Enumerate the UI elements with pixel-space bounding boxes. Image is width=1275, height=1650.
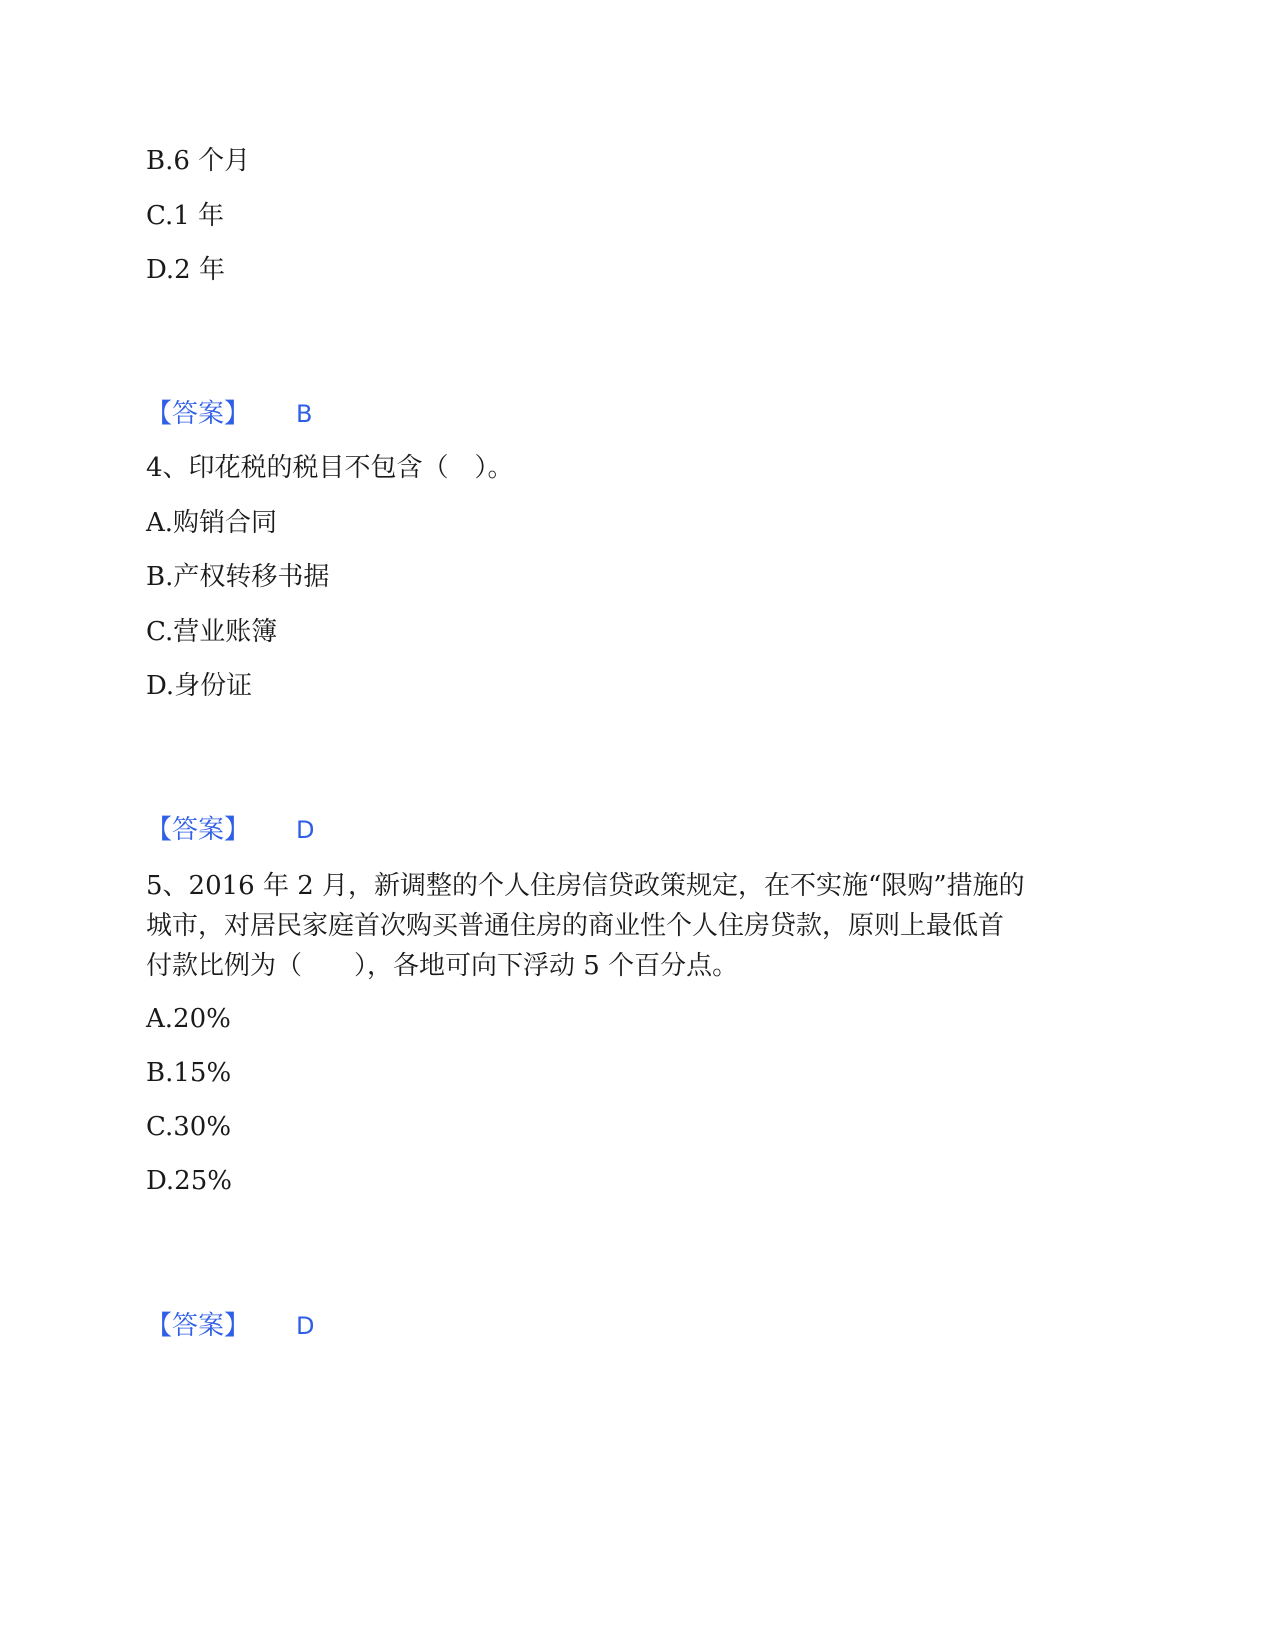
q5-question	[146, 866, 1106, 986]
q4-option-a: A.购销合同	[146, 508, 278, 538]
q4-option-c: C.营业账簿	[146, 617, 278, 647]
q4-answer	[146, 814, 315, 846]
q3-option-d: D.2 年	[146, 255, 225, 285]
answer-tag: 【答案】	[146, 1311, 251, 1341]
q4-option-d: D.身份证	[146, 671, 253, 701]
q3-option-c: C.1 年	[146, 201, 225, 231]
q3-answer	[146, 398, 312, 430]
q5-option-a: A.20%	[146, 1004, 231, 1034]
q5-option-b: B.15%	[146, 1058, 232, 1088]
q5-answer	[146, 1310, 315, 1342]
answer-value: D	[296, 816, 315, 844]
q5-option-d: D.25%	[146, 1166, 232, 1196]
q5-question-line: 城市，对居民家庭首次购买普通住房的商业性个人住房贷款，原则上最低首	[146, 911, 1005, 941]
q4-option-b: B.产权转移书据	[146, 562, 330, 592]
q5-question-line: 付款比例为（ ），各地可向下浮动 5 个百分点。	[146, 951, 739, 981]
q3-option-b: B.6 个月	[146, 146, 251, 176]
answer-value: D	[296, 1312, 315, 1340]
answer-tag: 【答案】	[146, 815, 251, 845]
answer-value: B	[296, 400, 313, 428]
q5-option-c: C.30%	[146, 1112, 232, 1142]
q5-question-line: 5、2016 年 2 月，新调整的个人住房信贷政策规定，在不实施“限购”措施的	[146, 871, 1025, 901]
answer-tag: 【答案】	[146, 399, 251, 429]
q4-question: 4、印花税的税目不包含（ ）。	[146, 453, 514, 483]
